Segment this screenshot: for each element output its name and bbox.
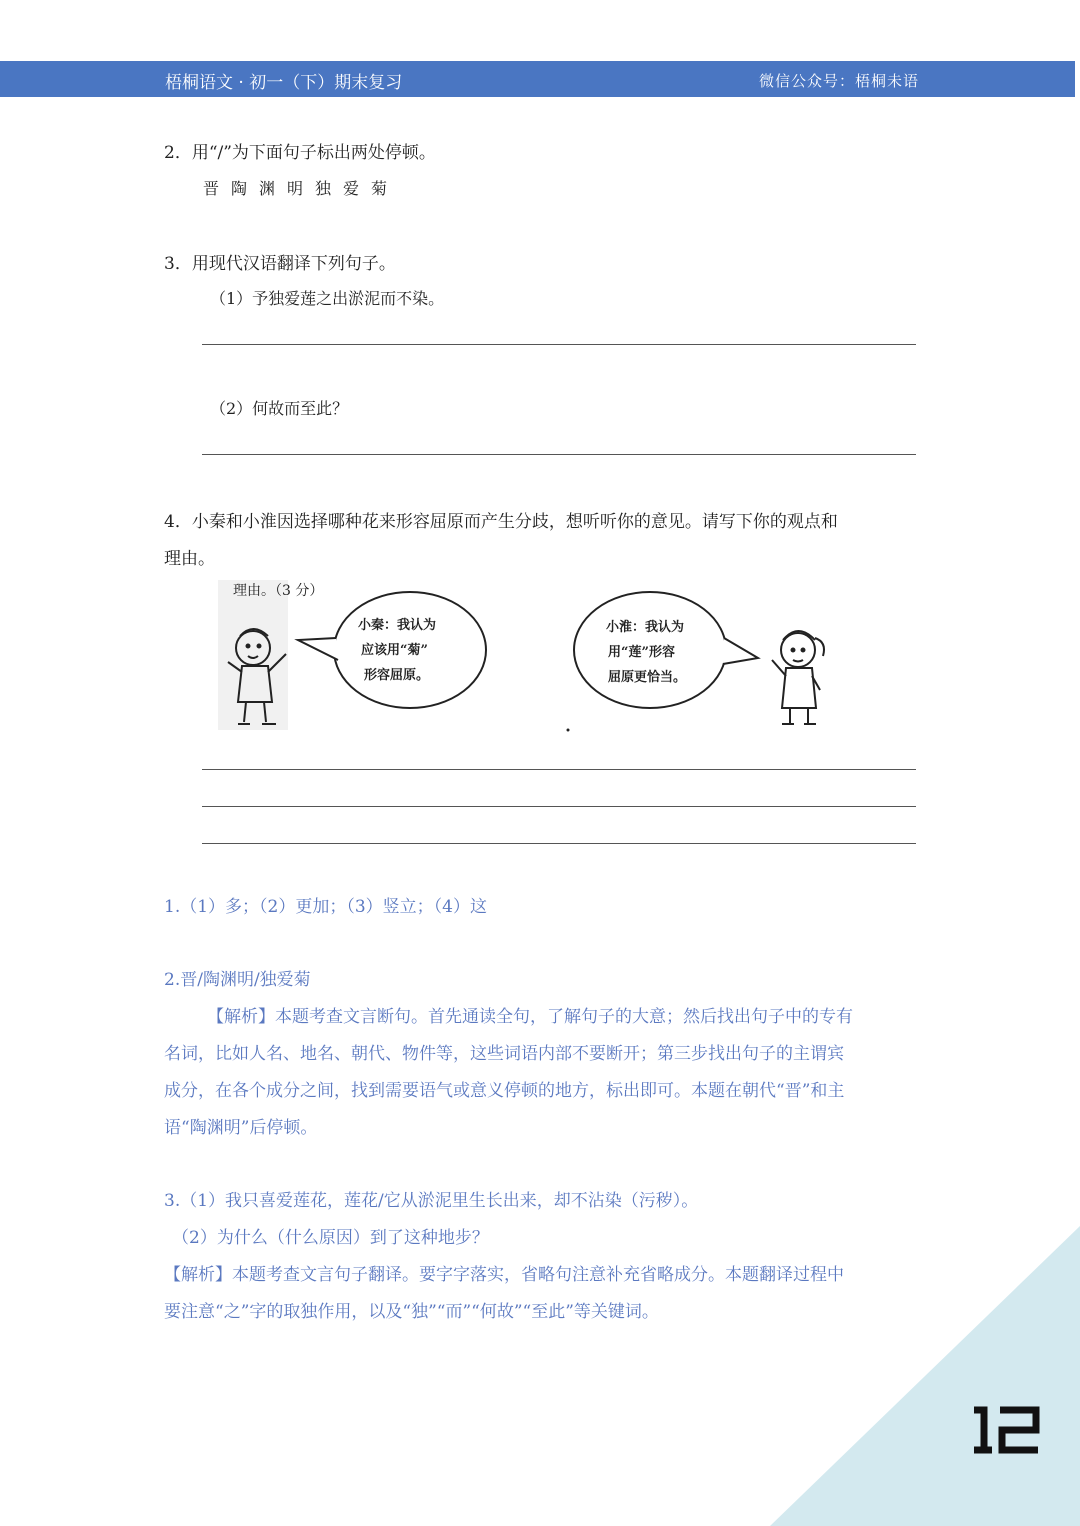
right-bubble-line-1: 小淮：我认为 xyxy=(606,620,685,635)
q2-sentence: 晋陶渊明独爱菊 xyxy=(203,179,400,198)
q3-sentence-2: （2）何故而至此？ xyxy=(210,399,349,418)
stray-dot xyxy=(567,729,570,732)
q4-illustration xyxy=(218,580,848,740)
answer-line xyxy=(202,806,916,807)
illustration-shade xyxy=(218,580,288,730)
q3-prompt: 3．用现代汉语翻译下列句子。 xyxy=(164,254,396,274)
left-bubble-line-1: 小秦：我认为 xyxy=(358,618,437,633)
q2-prompt: 2．用“/”为下面句子标出两处停顿。 xyxy=(164,143,436,163)
right-bubble-line-2: 用“莲”形容 xyxy=(608,645,675,660)
page-number xyxy=(972,1404,1042,1456)
q3-sentence-1: （1）予独爱莲之出淤泥而不染。 xyxy=(210,289,445,308)
answer-2-analysis-line: 成分，在各个成分之间，找到需要语气或意义停顿的地方，标出即可。本题在朝代“晋”和主 xyxy=(164,1081,845,1101)
answer-3-analysis-line: 【解析】本题考查文言句子翻译。要字字落实，省略句注意补充省略成分。本题翻译过程中 xyxy=(164,1265,844,1285)
girl-figure xyxy=(772,631,824,724)
answer-line xyxy=(202,344,916,345)
answer-line xyxy=(202,454,916,455)
header-title: 梧桐语文 · 初一（下）期末复习 xyxy=(165,73,403,93)
answer-3-analysis-line: 要注意“之”字的取独作用，以及“独”“而”“何故”“至此”等关键词。 xyxy=(164,1302,659,1322)
answer-line xyxy=(202,843,916,844)
left-bubble-line-3: 形容屈原。 xyxy=(364,668,430,683)
answer-3-1: 3.（1）我只喜爱莲花，莲花/它从淤泥里生长出来，却不沾染（污秽）。 xyxy=(164,1191,699,1211)
left-bubble-line-2: 应该用“菊” xyxy=(361,643,428,658)
answer-2: 2.晋/陶渊明/独爱菊 xyxy=(164,970,311,990)
answer-2-analysis-line: 【解析】本题考查文言断句。首先通读全句，了解句子的大意；然后找出句子中的专有 xyxy=(207,1007,853,1027)
q4-prompt-line2: 理由。 xyxy=(164,549,215,569)
right-bubble-line-3: 屈原更恰当。 xyxy=(608,670,687,685)
header-wechat: 微信公众号：梧桐未语 xyxy=(758,72,919,90)
illustration-caption: 理由。（3 分） xyxy=(233,583,324,599)
answer-2-analysis-line: 语“陶渊明”后停顿。 xyxy=(164,1118,318,1138)
corner-decoration xyxy=(770,1226,1080,1526)
page-header xyxy=(0,61,1075,97)
answer-1: 1.（1）多；（2）更加；（3）竖立；（4）这 xyxy=(164,897,487,917)
answer-2-analysis-line: 名词，比如人名、地名、朝代、物件等，这些词语内部不要断开；第三步找出句子的主谓宾 xyxy=(164,1044,844,1064)
q4-prompt-line1: 4．小秦和小淮因选择哪种花来形容屈原而产生分歧，想听听你的意见。请写下你的观点和 xyxy=(164,512,838,532)
answer-3-2: （2）为什么（什么原因）到了这种地步？ xyxy=(172,1228,489,1248)
answer-line xyxy=(202,769,916,770)
